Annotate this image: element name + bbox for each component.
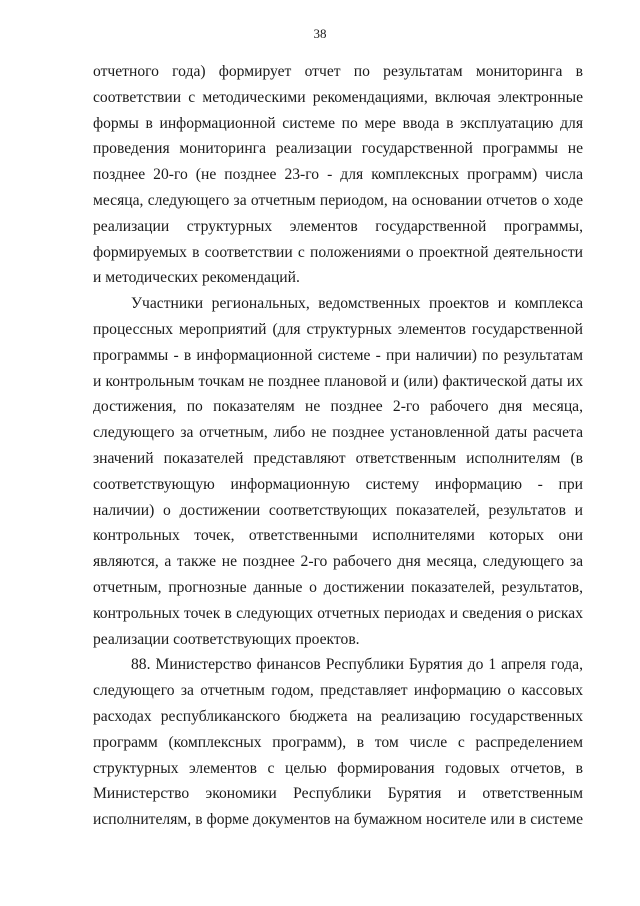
paragraph-participants: Участники региональных, ведомственных проектов и комплекса процессных мероприятий (для структурных элементов государственной программы - в информационной системе - при наличии) по результатам и контрольным точкам не позднее плановой и (или) фактической даты их достижения, по показателям не позднее 2-го рабочего дня месяца, следующего за отчетным, либо не позднее установленной даты расчета значений показателей представляют ответственным исполнителям (в соответствующую информационную систему информацию - при наличии) о достижении соответствующих показателей, результатов и контрольных точек, ответственными исполнителями которых они являются, а также не позднее 2-го рабочего дня месяца, следующего за отчетным, прогнозные данные о достижении показателей, результатов, контрольных точек в следующих отчетных периодах и сведения о рисках реализации соответствующих проектов. [93, 295, 583, 648]
paragraph-88: 88. Министерство финансов Республики Бурятия до 1 апреля года, следующего за отчетным годом, представляет информацию о кассовых расходах республиканского бюджета на реализацию государственных программ (комплексных программ), в том числе с распределением структурных элементов с целью формирования годовых отчетов, в Министерство экономики Республики Бурятия и ответственным исполнителям, в форме документов на бумажном носителе или в системе [93, 656, 583, 829]
paragraph-continuation: отчетного года) формирует отчет по результатам мониторинга в соответствии с методическими рекомендациями, включая электронные формы в информационной системе по мере ввода в эксплуатацию для проведения мониторинга реализации государственной программы не позднее 20-го (не позднее 23-го - для комплексных программ) числа месяца, следующего за отчетным периодом, на основании отчетов о ходе реализации структурных элементов государственной программы, формируемых в соответствии с положениями о проектной деятельности и методических рекомендаций. [93, 63, 583, 287]
document-body [93, 59, 583, 833]
page-number: 38 [313, 26, 327, 41]
